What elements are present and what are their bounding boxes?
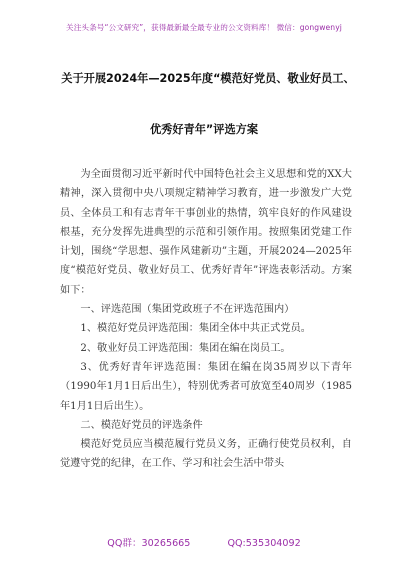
- document-title-line-2: 优秀好青年”评选方案: [149, 123, 259, 136]
- criteria-paragraph: 模范好党员应当模范履行党员义务，正确行使党员权利，自觉遵守党的纪律，在工作、学习和社会生活中带头: [60, 439, 352, 470]
- document-body: [60, 165, 352, 474]
- footer-contacts: [0, 535, 408, 549]
- footer-qq-number: QQ:535304092: [227, 538, 301, 549]
- scope-item-1: 1、模范好党员评选范围：集团全体中共正式党员。: [80, 323, 311, 335]
- footer-qq-group: QQ群：30265665: [107, 538, 191, 549]
- header-banner: 关注头条号“公文研究”，获得最新最全最专业的公文资料库！ 微信：gongwenyj: [66, 23, 342, 32]
- document-title-line-1: 关于开展2024年—2025年度“模范好党员、敬业好员工、: [61, 72, 355, 85]
- scope-item-2: 2、敬业好员工评选范围：集团在编在岗员工。: [80, 342, 291, 354]
- intro-paragraph: 为全面贯彻习近平新时代中国特色社会主义思想和党的XX大精神，深入贯彻中央八项规定精神学习教育，进一步激发广大党员、全体员工和有志青年干事创业的热情，筑牢良好的作风建设根基，充分发挥先进典型的示范和引领作用。按照集团党建工作计划，围绕“学思想、强作风建新功”主题，开展2024—2025年度“模范好党员、敬业好员工、优秀好青年”评选表彰活动。方案如下：: [60, 169, 352, 296]
- scope-item-3: 3、优秀好青年评选范围：集团在编在岗35周岁以下青年（1990年1月1日后出生），特别优秀者可放宽至40周岁（1985年1月1日后出生）。: [60, 361, 352, 412]
- section-heading-criteria: 二、模范好党员的评选条件: [80, 419, 203, 431]
- section-heading-scope: 一、评选范围（集团党政班子不在评选范围内）: [80, 304, 295, 316]
